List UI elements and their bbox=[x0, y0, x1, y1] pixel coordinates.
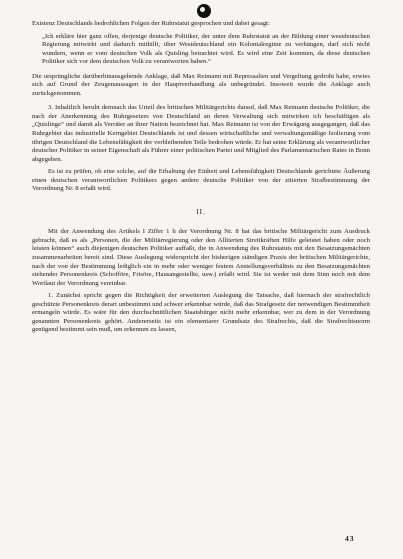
paragraph-bestimmtheit: 1. Zunächst spricht gegen die Richtigkeit der erweiterten Auslegung die Tatsache, daß hiernach der strafrechtlich geschützte Personenkreis derart unbestimmt und schwer erkennbar würde, daß das Strafgesetz der notwendigen Bestimmtheit ermangeln würde. Es wäre für den durchschnittlichen Staatsbürger nicht mehr erkennbar, wer zu dem in der Verordnung genannten Personenkreis gehört. Andererseits ist ein elementarer Grundsatz des Strafrechts, daß die Strafrechtsnorm genügend bestimmt sein muß, um erkennen zu lassen, bbox=[32, 292, 370, 334]
document-body bbox=[32, 20, 370, 335]
ink-blot-mark bbox=[197, 4, 211, 18]
paragraph-continuation: Existenz Deutschlands bedrohlichen Folgen der Ruhrstatut gesprochen und dabei gesagt: bbox=[32, 20, 270, 27]
paragraph-anklage: Die ursprüngliche darüberhinausgehende Anklage, daß Max Reimann mit Repressalien und Vergeltung gedroht habe, erwies sich auf Grund der Zeugenaussagen in der Hauptverhandlung als unbegründet. Insoweit wurde die Anklage auch zurückgenommen. bbox=[32, 72, 370, 97]
paragraph-urteil: 3. Inhaltlich beruht demnach das Urteil des britischen Militärgerichts darauf, daß Max Reimann deutsche Politiker, die nach der Anerkennung des Ruhrgesetzes von Deutschland an deren Verwaltung sich mitwirken ich beschäftigen als „Quislinge“ und damit als Verräter an ihrer Nation bezeichnet hat. Max Reimann ist von der Erwägung ausgegangen, daß das Ruhrgebiet das industrielle Kerngebiet Deutschlands ist und dessen wirtschaftliche und verwaltungsmäßige Isolierung vom übrigen Deutschland die Lebensfähigkeit der verbleibenden Teile bedrohen würde. Er hat seine Erklärung als verantwortlicher deutscher Politiker in seiner Eigenschaft als Führer einer politischen Partei und Mitglied des Parlamentarischen Rates in Bonn abgegeben. bbox=[32, 104, 370, 163]
paragraph-pruefung: Es ist zu prüfen, ob eine solche, auf die Erhaltung der Einheit und Lebensfähigkeit Deutschlands gerichtete Äußerung einen deutschen verantwortlichen Politikers gegen andere deutsche Politiker von der zitierten Strafbestimmung der Verordnung Nr. 8 erfaßt wird. bbox=[32, 168, 370, 193]
page-number: 43 bbox=[345, 534, 355, 543]
quotation-paragraph: „Ich erkläre hier ganz offen, derjenige deutsche Politiker, der unter dem Ruhrstatut an der Bildung einer westdeutschen Regierung mitwirkt und dadurch mithilft, über Westdeutschland ein Kolonialregime zu verhängen, darf sich nicht wundern, wenn er vom deutschen Volk als Quisling betrachtet wird. Es wird eine Zeit kommen, da diese deutschen Politiker sich vor dem deutschen Volk zu verantworten haben.“ bbox=[42, 32, 370, 66]
paragraph-anwendung: Mit der Anwendung des Artikels I Ziffer 1 h der Verordnung Nr. 8 hat das britische Militärgericht zum Ausdruck gebracht, daß es als „Personen, die der Militärregierung oder den Alliierten Streitkräften Hilfe geleistet haben oder noch leisten können“ auch diejenigen deutschen Politiker auffaßt, die in Anwendung des Ruhrstatuts mit den Besatzungsmächten zusammenarbeiten bereit sind. Diese Auslegung widerspricht der bisherigen ständigen Praxis der britischen Militärgerichte, nach der von der Bestimmung lediglich ein in mehr oder weniger festem Anstellungsverhältnis zu den Besatzungsmächten stehender Personenkreis (Schofföre, Frisöre, Hausangestellte, usw.) erfaßt wird. Sie ist weder mit dem Sinn noch mit dem Wortlaut der Verordnung vereinbar. bbox=[32, 228, 370, 287]
section-heading: II. bbox=[196, 207, 206, 216]
